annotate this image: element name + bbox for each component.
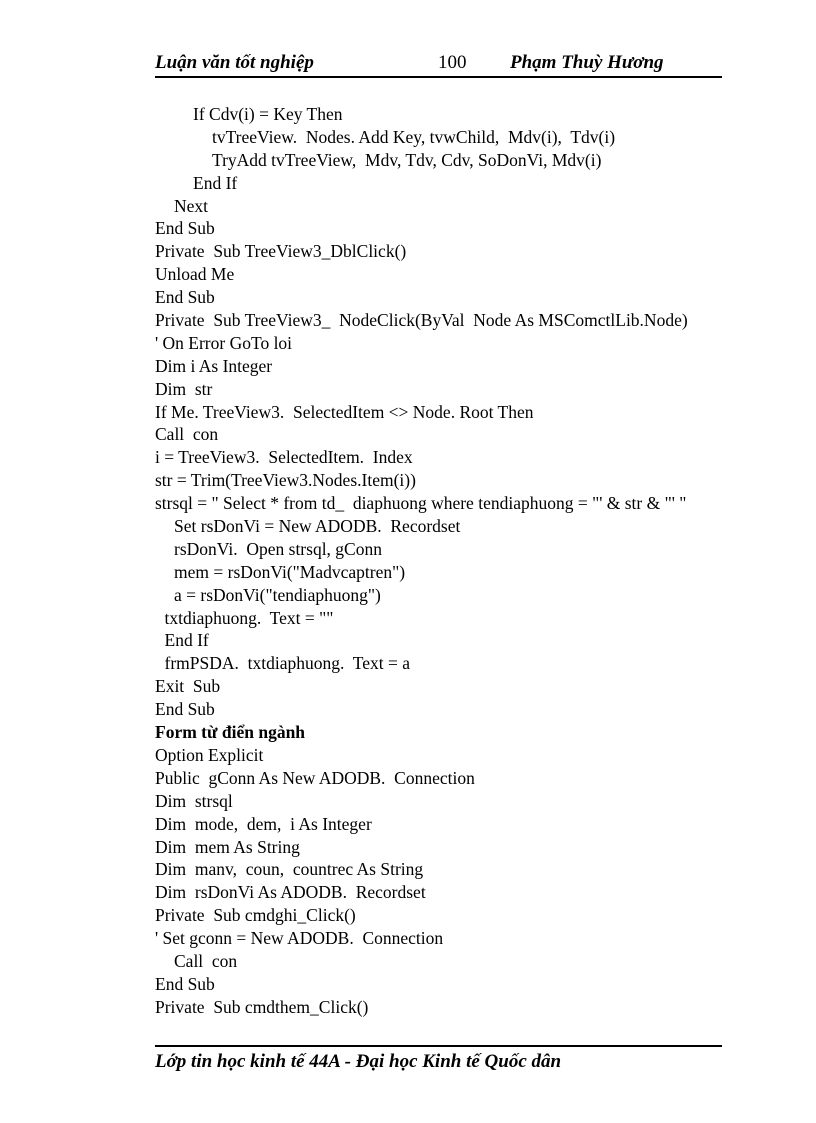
code-line: Unload Me [155,264,235,285]
page-number: 100 [438,52,467,73]
code-line: i = TreeView3. SelectedItem. Index [155,447,413,468]
code-line: Set rsDonVi = New ADODB. Recordset [174,516,461,537]
code-line: Dim manv, coun, countrec As String [155,859,424,880]
code-line: Call con [174,950,238,971]
code-line: Private Sub cmdthem_Click() [155,996,369,1017]
code-line: Dim str [155,378,213,399]
code-line: Dim i As Integer [155,355,273,376]
code-line: Dim rsDonVi As ADODB. Recordset [155,882,426,903]
page-header [155,50,722,78]
code-line: End Sub [155,699,215,720]
header-author-name: Phạm Thuỳ Hương [510,52,664,73]
code-line: Dim mem As String [155,836,300,857]
code-line: mem = rsDonVi("Madvcaptren") [174,561,406,582]
code-line: TryAdd tvTreeView, Mdv, Tdv, Cdv, SoDonVi, Mdv(i) [212,149,602,170]
code-line: Option Explicit [155,744,264,765]
code-line: End Sub [155,218,215,239]
code-line: rsDonVi. Open strsql, gConn [174,538,382,559]
section-heading: Form từ điển ngành [155,722,306,743]
code-line: Dim strsql [155,790,233,811]
code-listing [155,103,735,1019]
code-line: Private Sub cmdghi_Click() [155,905,356,926]
header-thesis-title: Luận văn tốt nghiệp [155,52,314,73]
code-line: End If [193,172,238,193]
code-line: End Sub [155,973,215,994]
page-footer: Lớp tin học kinh tế 44A - Đại học Kinh tế Quốc dân [155,1051,562,1072]
code-line: str = Trim(TreeView3.Nodes.Item(i)) [155,470,416,491]
code-line: ' On Error GoTo loi [155,332,293,353]
code-line: If Me. TreeView3. SelectedItem <> Node. Root Then [155,401,534,422]
code-line: End Sub [155,287,215,308]
code-line: Private Sub TreeView3_ NodeClick(ByVal Node As MSComctlLib.Node) [155,310,688,331]
code-line: Exit Sub [155,676,221,697]
code-line: Private Sub TreeView3_DblClick() [155,241,407,262]
code-line: strsql = " Select * from td_ diaphuong where tendiaphuong = "' & str & "' " [155,493,687,514]
code-line: tvTreeView. Nodes. Add Key, tvwChild, Mdv(i), Tdv(i) [212,126,616,147]
code-line: a = rsDonVi("tendiaphuong") [174,584,381,605]
code-line: Dim mode, dem, i As Integer [155,813,372,834]
code-line: If Cdv(i) = Key Then [193,104,343,124]
code-line: frmPSDA. txtdiaphuong. Text = a [164,653,411,674]
code-line: txtdiaphuong. Text = "" [164,607,334,628]
footer-rule [155,1045,722,1047]
code-line: Next [174,195,209,216]
code-line: Call con [155,424,219,445]
code-line: ' Set gconn = New ADODB. Connection [155,928,444,949]
code-line: End If [164,630,209,651]
code-line: Public gConn As New ADODB. Connection [155,767,475,788]
